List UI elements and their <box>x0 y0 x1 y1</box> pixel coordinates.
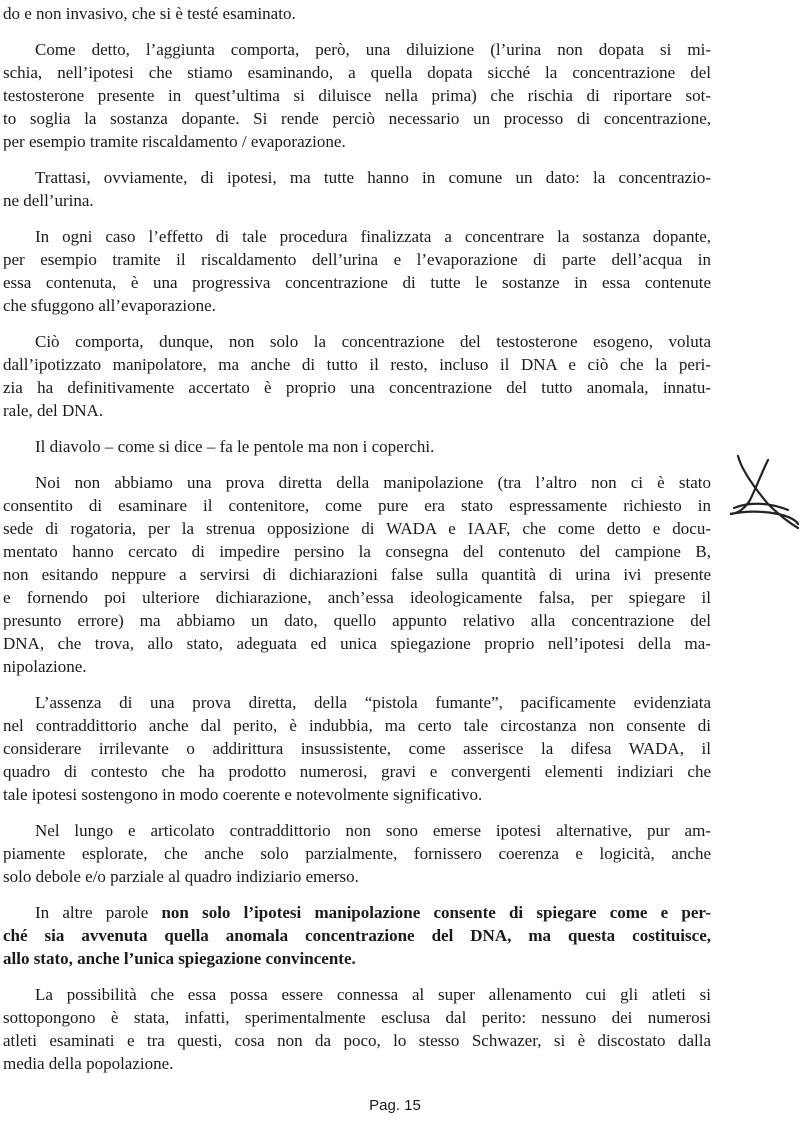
paragraph <box>3 471 711 678</box>
text-line <box>3 166 711 189</box>
text-line <box>3 248 711 271</box>
line-text: per esempio tramite riscaldamento / evaporazione. <box>3 132 346 151</box>
text-line <box>3 737 711 760</box>
bold-text: non solo l’ipotesi manipolazione consente di spiegare come e per- <box>161 903 711 922</box>
text-line <box>3 714 711 737</box>
line-text: che sfuggono all’evaporazione. <box>3 296 216 315</box>
line-text: schia, nell’ipotesi che stiamo esaminando, a quella dopata sicché la concentrazione del <box>3 63 711 82</box>
text-line <box>3 330 711 353</box>
text-line <box>3 494 711 517</box>
line-text: mentato hanno cercato di impedire persino la consegna del contenuto del campione B, <box>3 542 711 561</box>
line-text: considerare irrilevante o addirittura insussistente, come asserisce la difesa WADA, il <box>3 739 711 758</box>
text-line <box>3 655 711 678</box>
text-line <box>3 1052 711 1075</box>
text-line <box>3 609 711 632</box>
text-line <box>3 189 711 212</box>
line-text: atleti esaminati e tra questi, cosa non da poco, lo stesso Schwazer, si è discostato dalla <box>3 1031 711 1050</box>
line-text: solo debole e/o parziale al quadro indiziario emerso. <box>3 867 359 886</box>
line-text: non esitando neppure a servirsi di dichiarazioni false sulla quantità di urina ivi presente <box>3 565 711 584</box>
paragraph <box>3 819 711 888</box>
text-line <box>3 842 711 865</box>
line-text: DNA, che trova, allo stato, adeguata ed unica spiegazione proprio nell’ipotesi della ma- <box>3 634 711 653</box>
line-text: piamente esplorate, che anche solo parzialmente, fornissero coerenza e logicità, anche <box>3 844 711 863</box>
line-text: ne dell’urina. <box>3 191 94 210</box>
line-text: Ciò comporta, dunque, non solo la concentrazione del testosterone esogeno, voluta <box>35 332 711 351</box>
text-line <box>3 947 711 970</box>
paragraph <box>3 435 711 458</box>
line-text: nel contraddittorio anche dal perito, è indubbia, ma certo tale circostanza non consente di <box>3 716 711 735</box>
text-line <box>3 38 711 61</box>
line-text: La possibilità che essa possa essere connessa al super allenamento cui gli atleti si <box>35 985 711 1004</box>
text-line <box>3 1006 711 1029</box>
paragraph <box>3 225 711 317</box>
text-line <box>3 1029 711 1052</box>
text-line <box>3 632 711 655</box>
text-line <box>3 783 711 806</box>
line-text: presunto errore) ma abbiamo un dato, quello appunto relativo alla concentrazione del <box>3 611 711 630</box>
line-text: to soglia la sostanza dopante. Si rende perciò necessario un processo di concentrazione, <box>3 109 711 128</box>
text-line <box>3 61 711 84</box>
line-text: Come detto, l’aggiunta comporta, però, una diluizione (l’urina non dopata si mi- <box>35 40 711 59</box>
line-text: nipolazione. <box>3 657 87 676</box>
line-text: Noi non abbiamo una prova diretta della manipolazione (tra l’altro non ci è stato <box>35 473 711 492</box>
text-line <box>3 691 711 714</box>
text-line <box>3 225 711 248</box>
line-text: Il diavolo – come si dice – fa le pentole ma non i coperchi. <box>35 437 435 456</box>
line-text: e fornendo poi ulteriore dichiarazione, anch’essa ideologicamente falsa, per spiegare il <box>3 588 711 607</box>
paragraph <box>3 983 711 1075</box>
text-line <box>3 2 711 25</box>
text-line <box>3 271 711 294</box>
page-number: Pag. 15 <box>369 1097 421 1114</box>
line-text: per esempio tramite il riscaldamento dell’urina e l’evaporazione di parte dell’acqua in <box>3 250 711 269</box>
bold-text: ché sia avvenuta quella anomala concentrazione del DNA, ma questa costituisce, <box>3 926 711 945</box>
text-line <box>3 865 711 888</box>
signature-icon <box>728 452 800 532</box>
text-line <box>3 84 711 107</box>
line-text: essa contenuta, è una progressiva concentrazione di tutte le sostanze in essa contenute <box>3 273 711 292</box>
line-text: tale ipotesi sostengono in modo coerente e notevolmente significativo. <box>3 785 483 804</box>
line-text: rale, del DNA. <box>3 401 104 420</box>
line-text: sede di rogatoria, per la strenua opposizione di WADA e IAAF, che come detto e docu- <box>3 519 711 538</box>
line-text: zia ha definitivamente accertato è proprio una concentrazione del tutto anomala, innatu- <box>3 378 711 397</box>
line-text: Nel lungo e articolato contraddittorio non sono emerse ipotesi alternative, pur am- <box>35 821 711 840</box>
text-line <box>3 107 711 130</box>
text-line <box>3 586 711 609</box>
text-line <box>3 983 711 1006</box>
text-line <box>3 435 711 458</box>
text-line <box>3 760 711 783</box>
bold-text: allo stato, anche l’unica spiegazione convincente. <box>3 949 356 968</box>
line-text: L’assenza di una prova diretta, della “pistola fumante”, pacificamente evidenziata <box>35 693 711 712</box>
text-line <box>3 563 711 586</box>
text-line <box>3 399 711 422</box>
document-body <box>3 2 711 1075</box>
line-text: Trattasi, ovviamente, di ipotesi, ma tutte hanno in comune un dato: la concentrazio- <box>35 168 711 187</box>
line-text: testosterone presente in quest’ultima si diluisce nella prima) che rischia di riportare sot- <box>3 86 711 105</box>
line-text: In ogni caso l’effetto di tale procedura finalizzata a concentrare la sostanza dopante, <box>35 227 711 246</box>
line-text: do e non invasivo, che si è testé esaminato. <box>3 4 296 23</box>
text-line <box>3 376 711 399</box>
text-line <box>3 924 711 947</box>
text-line <box>3 130 711 153</box>
text-line <box>3 901 711 924</box>
paragraph <box>3 2 711 25</box>
line-text: quadro di contesto che ha prodotto numerosi, gravi e convergenti elementi indiziari che <box>3 762 711 781</box>
text-line <box>3 353 711 376</box>
text-line <box>3 540 711 563</box>
paragraph-lead: In altre parole <box>35 903 162 922</box>
line-text: media della popolazione. <box>3 1054 174 1073</box>
line-text: sottopongono è stata, infatti, sperimentalmente esclusa dal perito: nessuno dei numerosi <box>3 1008 711 1027</box>
text-line <box>3 294 711 317</box>
line-text: consentito di esaminare il contenitore, come pure era stato espressamente richiesto in <box>3 496 711 515</box>
paragraph <box>3 166 711 212</box>
text-line <box>3 471 711 494</box>
text-line <box>3 819 711 842</box>
paragraph <box>3 330 711 422</box>
text-line <box>3 517 711 540</box>
paragraph <box>3 691 711 806</box>
paragraph <box>3 901 711 970</box>
line-text: dall’ipotizzato manipolatore, ma anche di tutto il resto, incluso il DNA e ciò che la peri- <box>3 355 711 374</box>
paragraph <box>3 38 711 153</box>
